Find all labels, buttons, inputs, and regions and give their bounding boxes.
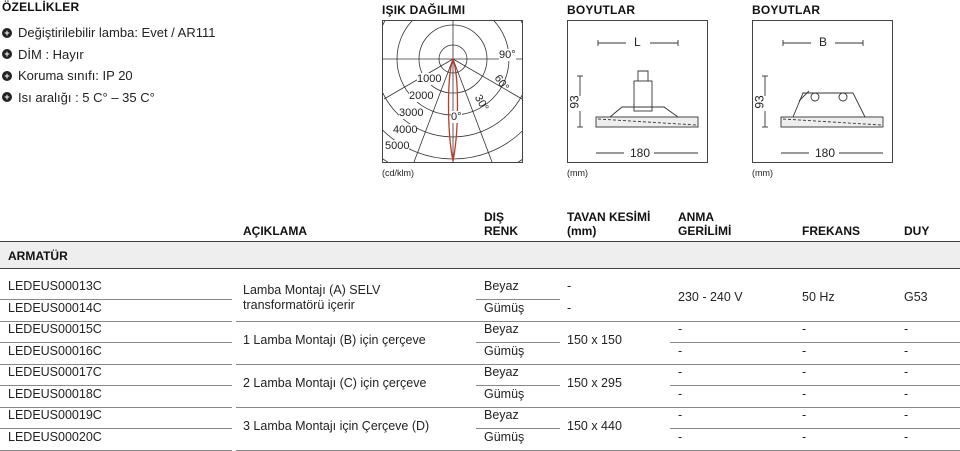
row-divider (0, 450, 232, 451)
height-label: 93 (752, 95, 767, 109)
frequency-cell: - (802, 365, 807, 379)
table-row-code: LEDEUS00013C (8, 279, 102, 293)
width-label: B (819, 35, 828, 49)
cutout-cell: 150 x 295 (567, 376, 622, 390)
row-divider (560, 321, 670, 322)
dimensions-unit: (mm) (567, 168, 588, 178)
row-divider (670, 385, 960, 386)
feature-item: + DİM : Hayır (2, 44, 216, 66)
table-row-code: LEDEUS00017C (8, 365, 102, 379)
table-row-color: Beyaz (484, 365, 519, 379)
row-divider (670, 450, 960, 451)
bottom-label: 180 (815, 146, 836, 160)
col-description-header: AÇIKLAMA (243, 224, 307, 238)
dimensions-title: BOYUTLAR (567, 3, 636, 17)
angle-label: 30° (471, 92, 491, 114)
angle-label: 0° (451, 111, 462, 123)
socket-cell: - (904, 365, 909, 379)
cutout-cell: - (567, 300, 572, 315)
socket-cell: G53 (904, 290, 928, 304)
row-divider (560, 364, 670, 365)
table-row-code: LEDEUS00020C (8, 429, 102, 444)
cutout-cell: 150 x 150 (567, 333, 622, 347)
polar-diagram (382, 20, 523, 163)
bottom-label: 180 (630, 146, 651, 160)
ring-label: 1000 (417, 73, 442, 85)
row-divider (670, 342, 960, 343)
col-color-header: DIŞ RENK (484, 210, 519, 238)
features-list (2, 22, 216, 108)
socket-cell: - (904, 322, 909, 336)
table-row-color: Gümüş (484, 386, 525, 401)
table-row-code: LEDEUS00019C (8, 408, 102, 422)
table-row-code: LEDEUS00015C (8, 322, 102, 336)
dimensions-unit: (mm) (752, 168, 773, 178)
row-divider (670, 407, 960, 408)
table-row-color: Beyaz (484, 322, 519, 336)
dimension-drawing-l (567, 20, 708, 163)
table-row-code: LEDEUS00016C (8, 343, 102, 358)
cutout-cell: - (567, 279, 572, 293)
description-cell: 2 Lamba Montajı (C) için çerçeve (243, 376, 427, 390)
socket-cell: - (904, 343, 909, 358)
dimension-drawing-b (752, 20, 893, 163)
ring-label: 4000 (393, 124, 418, 136)
plus-bullet-icon: + (2, 28, 12, 38)
row-divider (236, 364, 476, 365)
feature-item: + Koruma sınıfı: IP 20 (2, 65, 216, 87)
table-row-color: Gümüş (484, 300, 525, 315)
row-divider (670, 364, 960, 365)
ring-label: 2000 (409, 90, 434, 102)
row-divider (236, 321, 476, 322)
height-label: 93 (567, 95, 582, 109)
angle-label: 60° (491, 72, 512, 94)
col-socket-header: DUY (904, 224, 930, 238)
voltage-cell: - (678, 386, 683, 401)
row-divider (236, 450, 476, 451)
light-unit: (cd/klm) (382, 168, 414, 178)
description-cell: 3 Lamba Montajı için Çerçeve (D) (243, 419, 430, 433)
voltage-cell: 230 - 240 V (678, 290, 743, 304)
width-label: L (634, 35, 641, 49)
row-divider (670, 428, 960, 429)
row-divider (560, 407, 670, 408)
table-row-color: Gümüş (484, 343, 525, 358)
voltage-cell: - (678, 365, 683, 379)
row-divider (670, 321, 960, 322)
socket-cell: - (904, 408, 909, 422)
table-row-code: LEDEUS00014C (8, 300, 102, 315)
socket-cell: - (904, 429, 909, 444)
light-distribution-title: IŞIK DAĞILIMI (382, 3, 466, 17)
table-row-color: Beyaz (484, 279, 519, 293)
section-title: ARMATÜR (8, 249, 68, 263)
description-cell: Lamba Montajı (A) SELV (243, 283, 381, 297)
plus-bullet-icon: + (2, 92, 12, 102)
dimensions-title: BOYUTLAR (752, 3, 821, 17)
voltage-cell: - (678, 343, 683, 358)
divider (0, 268, 960, 269)
col-cutout-header: TAVAN KESİMİ (mm) (567, 210, 651, 238)
plus-bullet-icon: + (2, 71, 12, 81)
col-voltage-header: ANMA GERİLİMİ (678, 210, 732, 238)
frequency-cell: - (802, 322, 807, 336)
socket-cell: - (904, 386, 909, 401)
col-frequency-header: FREKANS (802, 224, 861, 238)
voltage-cell: - (678, 429, 683, 444)
feature-item: + Isı aralığı : 5 C° – 35 C° (2, 87, 216, 109)
description-cell: transformatörü içerir (243, 298, 355, 312)
description-cell: 1 Lamba Montajı (B) için çerçeve (243, 333, 426, 347)
plus-bullet-icon: + (2, 49, 12, 59)
row-divider (476, 450, 560, 451)
cutout-cell: 150 x 440 (567, 419, 622, 433)
section-row (0, 242, 960, 268)
frequency-cell: 50 Hz (802, 290, 835, 304)
row-divider (560, 450, 670, 451)
table-row-code: LEDEUS00018C (8, 386, 102, 401)
frequency-cell: - (802, 429, 807, 444)
ring-label: 5000 (385, 140, 410, 152)
frequency-cell: - (802, 386, 807, 401)
table-row-color: Gümüş (484, 429, 525, 444)
frequency-cell: - (802, 408, 807, 422)
angle-label: 90° (499, 49, 516, 61)
voltage-cell: - (678, 322, 683, 336)
row-divider (236, 407, 476, 408)
frequency-cell: - (802, 343, 807, 358)
voltage-cell: - (678, 408, 683, 422)
ring-label: 3000 (399, 107, 424, 119)
features-title: ÖZELLİKLER (2, 0, 80, 14)
table-row-color: Beyaz (484, 408, 519, 422)
feature-item: + Değiştirilebilir lamba: Evet / AR111 (2, 22, 216, 44)
